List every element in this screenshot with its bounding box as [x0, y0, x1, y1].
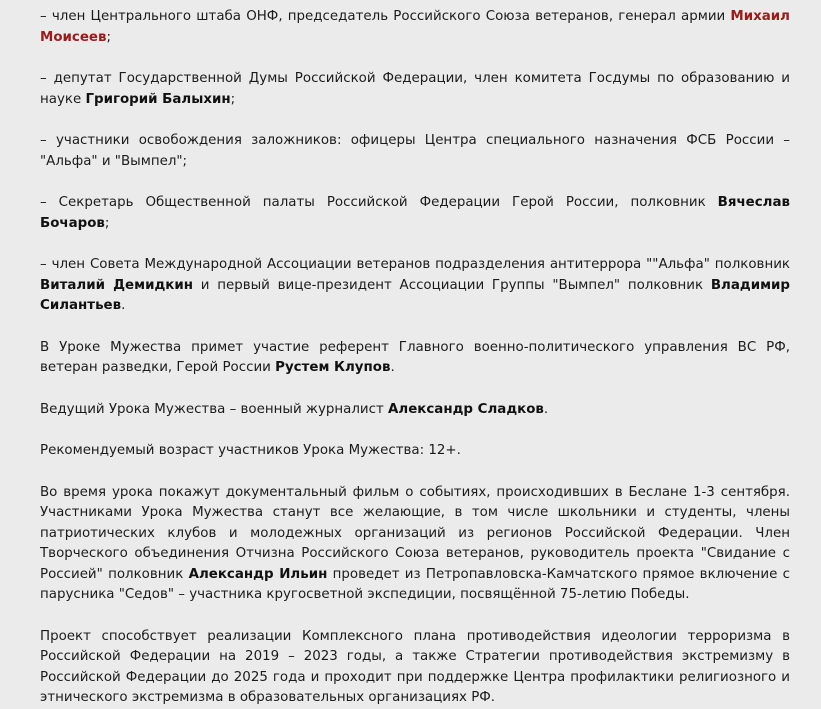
paragraph-age-rating: [40, 441, 790, 462]
paragraph-text: проведет из Петропавловска-Камчатского прямое включение с парусника "Седов" – участника кругосветной экспедиции, посвящённой 75-летию Победы.: [40, 566, 790, 602]
article-body: [40, 7, 790, 709]
paragraph-text: Во время урока покажут документальный фильм о событиях, происходивших в Беслане 1-3 сентября. Участниками Урока Мужества станут все желающие, в том числе школьники и студенты, члены патриотических клубов и молодежных организаций из регионов Российской Федерации. Член Творческого объединения Отчизна Российского Союза ветеранов, руководитель проекта "Свидание с Россией" полковник: [40, 484, 790, 582]
paragraph-text: и первый вице-президент Ассоциации Группы "Вымпел" полковник: [193, 277, 711, 293]
participant-demidkin-silantyev: [40, 255, 790, 317]
person-name: Владимир Силантьев: [40, 277, 790, 313]
paragraph-text: Ведущий Урока Мужества – военный журналист: [40, 401, 389, 417]
paragraph-text: Рекомендуемый возраст участников Урока Мужества: 12+.: [40, 443, 461, 458]
person-name: Григорий Балыхин: [85, 91, 231, 107]
paragraph-text: – участники освобождения заложников: офицеры Центра специального назначения ФСБ России – "Альфа" и "Вымпел";: [40, 133, 790, 169]
paragraph-text: – Секретарь Общественной палаты Российской Федерации Герой России, полковник: [40, 195, 718, 210]
paragraph-text: Проект способствует реализации Комплексного плана противодействия идеологии терроризма в Российской Федерации на 2019 – 2023 годы, а также Стратегии противодействия экстремизму в Российской Федерации до 2025 года и проходит при поддержке Центра профилактики религиозного и этнического экстремизма в образовательных организациях РФ.: [40, 628, 790, 705]
paragraph-text: – член Центрального штаба ОНФ, председатель Российского Союза ветеранов, генерал армии: [40, 9, 731, 24]
paragraph-text: ;: [230, 91, 236, 107]
paragraph-text: .: [121, 298, 126, 313]
paragraph-text: – депутат Государственной Думы Российской Федерации, член комитета Госдумы по образованию и науке: [40, 71, 790, 107]
person-name: Вячеслав Бочаров: [40, 195, 790, 231]
paragraph-text: .: [390, 360, 395, 375]
person-name[interactable]: Михаил Моисеев: [40, 9, 790, 45]
participant-moiseev: [40, 7, 790, 48]
person-name: Александр Сладков: [388, 401, 544, 417]
paragraph-text: В Уроке Мужества примет участие референт Главного военно-политического управления ВС РФ, ветеран разведки, Герой России: [40, 339, 790, 375]
participant-hostage-rescue-officers: [40, 131, 790, 172]
paragraph-text: .: [543, 401, 549, 417]
person-name: Рустем Клупов: [275, 360, 391, 375]
participant-bocharov: [40, 193, 790, 234]
paragraph-text: ;: [104, 215, 110, 231]
paragraph-host-sladkov: [40, 400, 790, 421]
paragraph-film-broadcast: [40, 483, 790, 606]
paragraph-text: – член Совета Международной Ассоциации ветеранов подразделения антитеррора ""Альфа" полковник: [40, 257, 790, 272]
paragraph-klupov: [40, 338, 790, 379]
person-name: Александр Ильин: [188, 566, 328, 582]
paragraph-project-support: [40, 627, 790, 709]
paragraph-text: ;: [106, 29, 111, 45]
participant-balykhin: [40, 69, 790, 110]
person-name: Виталий Демидкин: [40, 277, 193, 293]
